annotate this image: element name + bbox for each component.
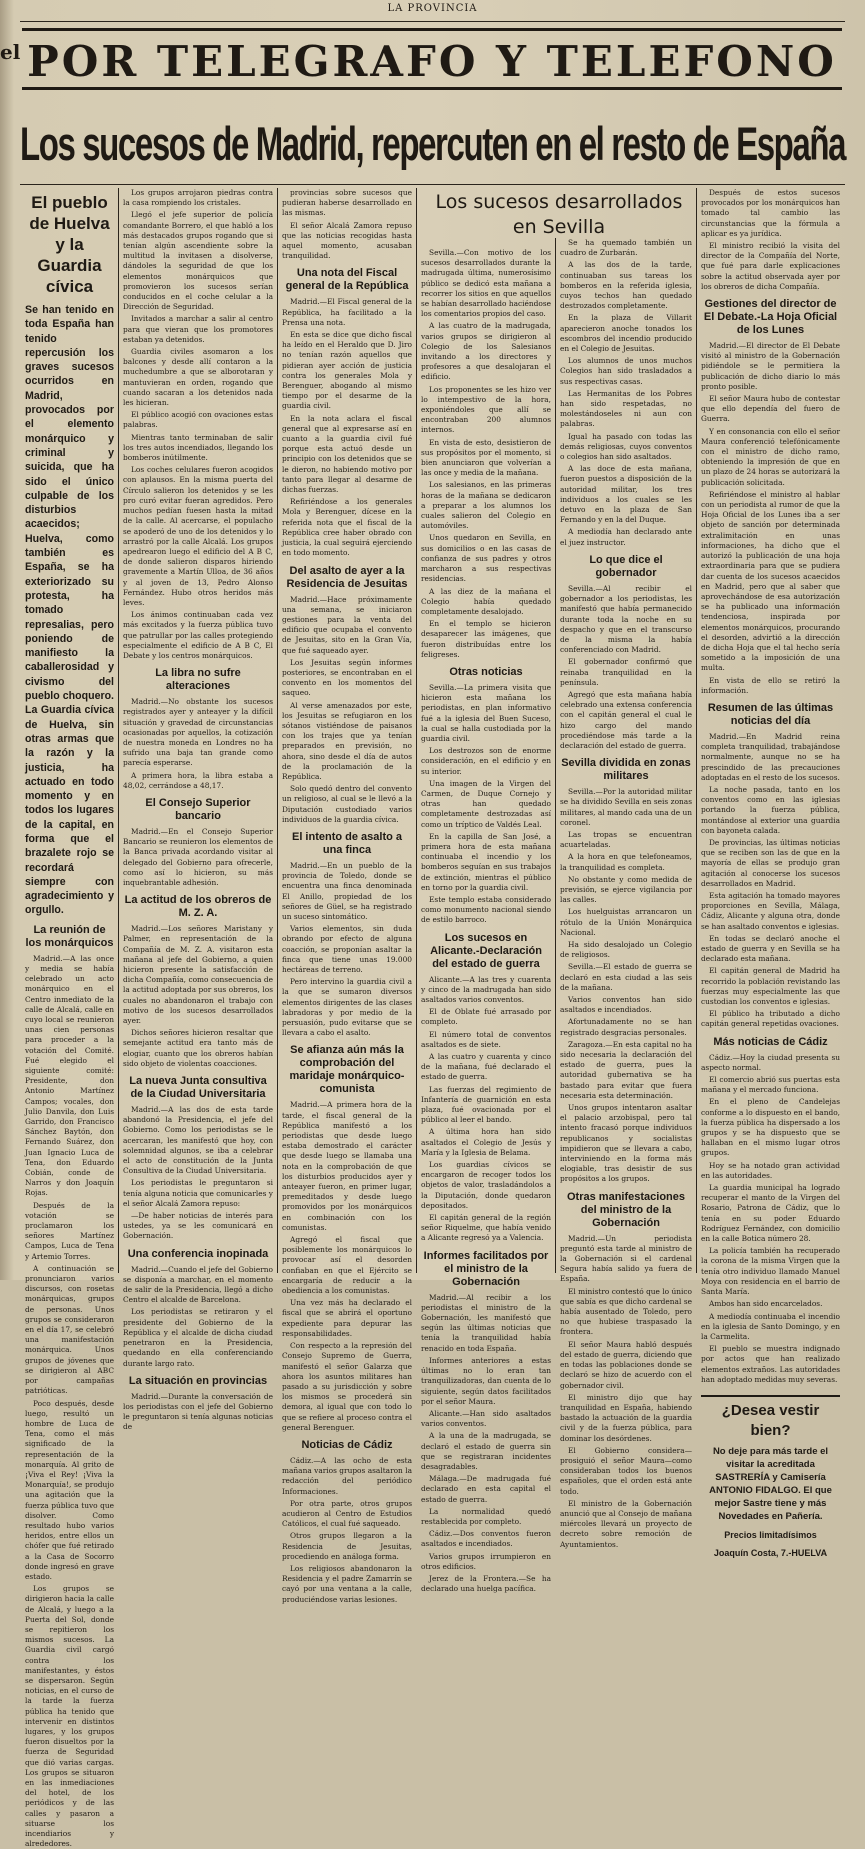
paragraph: Afortunadamente no se han registrado desgracias personales. — [560, 1017, 692, 1037]
paragraph: La policía también ha recuperado la corona de la misma Virgen que la tenía otro individuo llamado Manuel Moya con residencia en el barrio de Santa María. — [701, 1246, 840, 1297]
paragraph: Llegó el jefe superior de policía comandante Borrero, el que habló a los más destacados grupos rogando que si tenían algún ascendiente sobre la multitud la invitasen a disolverse, dándoles la seguridad de que los elementos monárquicos que promovieron los sucesos serían conducidos en el coche celular a la Dirección de Seguridad. — [123, 210, 273, 312]
subhead-inopinada: Una conferencia inopinada — [127, 1247, 269, 1260]
column-rule — [416, 188, 417, 1273]
paragraph: A última hora han sido asaltados el Colegio de Jesús y María y la Iglesia de Belama. — [421, 1127, 551, 1157]
subhead-consejo: El Consejo Superior bancario — [145, 796, 251, 822]
paragraph: Los religiosos abandonaron la Residencia y el padre Zamarrín se cayó por una ventana a la calle, produciéndose varias lesiones. — [282, 1563, 412, 1604]
paragraph: Otros grupos llegaron a la Residencia de Jesuitas, procediendo en análoga forma. — [282, 1531, 412, 1561]
subhead-zonas: Sevilla dividida en zonas militares — [561, 757, 691, 783]
paragraph: A continuación se pronunciaron varios discursos, con rosetas monárquicas, grupos de personas. Unos grupos se consideraron en el día 17, se celebró una manifestación monárquica. Unos grupos de jóvenes que se dirigieron al ABC por campañas patrióticas. — [25, 1263, 114, 1396]
paragraph: De provincias, las últimas noticias que se reciben son las de que en la mayoría de ellas se produjo gran agitación al conocerse los sucesos desarrollados en Madrid. — [701, 837, 840, 888]
paragraph: Hoy se ha notado gran actividad en las autoridades. — [701, 1160, 840, 1180]
paragraph: Madrid.—En un pueblo de la provincia de Toledo, donde se encuentra una finca denominada El Anillo, propiedad de los señores de Güel, se ha registrado un suceso sintomático. — [282, 860, 412, 921]
paragraph: En el templo se hicieron desaparecer las imágenes, que fueron distribuídas entre los feligreses. — [421, 619, 551, 659]
banner-headline: Los sucesos de Madrid, repercuten en el resto de España — [20, 117, 846, 170]
paragraph: Sevilla.—El estado de guerra se declaró en esta ciudad a las seis de la mañana. — [560, 962, 692, 992]
paragraph: A las dos de la tarde, continuaban sus tareas los bomberos en la referida iglesia, cuyos techos han quedado destrozados completamente. — [560, 260, 692, 311]
paragraph: El Gobierno considera—prosiguió el señor Maura—como consideraban todos los buenos españoles, que el orden está ante todo. — [560, 1445, 692, 1496]
paragraph: Madrid.—Un periodista preguntó esta tarde al ministro de la Gobernación si el cardenal Segura había salido ya fuera de España. — [560, 1233, 692, 1284]
paragraph: Madrid.—No obstante los sucesos registrados ayer y anteayer y la difícil situación y gravedad de circunstancias ocasionadas por aquellos, la cotización de nuestra moneda en Londres no ha sufrido una baja tan grande como parecía esperarse. — [123, 697, 273, 768]
left-edge-fragment: el — [0, 40, 21, 64]
paragraph: La normalidad quedó restablecida por completo. — [421, 1506, 551, 1526]
paragraph: No obstante y como medida de previsión, se ejerce vigilancia por las calles. — [560, 874, 692, 905]
paragraph: En vista de ello se retiró la información. — [701, 675, 840, 695]
paragraph: Madrid.—Los señores Maristany y Palmer, en representación de la Compañía de M. Z. A. visitaron esta mañana al jefe del Gobierno, a quien hicieron presente la satisfacción de dicha Compañía, como consecuencia de la actitud adoptada por sus obreros, los cuales no abandonaron el trabajo con motivo de los sucesos desarrollados ayer. — [123, 924, 273, 1026]
paragraph: Los guardias cívicos se encargaron de recoger todos los objetos de valor, trasladándolos a la Diputación, donde quedaron depositados. — [421, 1160, 551, 1210]
paragraph: Los salesianos, en las primeras horas de la mañana se dedicaron a preparar a los alumnos los cuales salieron del Colegio en automóviles. — [421, 480, 551, 531]
paragraph: Los Jesuitas según informes posteriores, se encontraban en el convento en los momentos del saqueo. — [282, 657, 412, 698]
paragraph: Ambos han sido encarcelados. — [709, 1299, 823, 1309]
paragraph: Madrid.—A primera hora de la tarde, el fiscal general de la República manifestó a los periodistas que desde luego estaba demostrado el carácter que desde luego se llamaba una nota en la comprobación de que los disturbios producidos ayer y anteayer fueron, en primer lugar, premeditados y desde luego promovidos por los monárquicos en combinación con los comunistas. — [282, 1100, 412, 1232]
subhead-informes: Informes facilitados por el ministro de la Gobernación — [423, 1249, 549, 1288]
paragraph: Varios conventos han sido asaltados e incendiados. — [560, 995, 692, 1015]
subhead-otras-noticias: Otras noticias — [449, 665, 523, 678]
paragraph: El señor Maura hubo de contestar que ello dependía del fuero de Guerra. — [701, 394, 840, 424]
paragraph: A las cuatro de la madrugada, varios grupos se dirigieron al Colegio de los Salesianos invitando a los directores y profesores a que desalojaran el edificio. — [421, 321, 551, 382]
headline-huelva: El pueblo de Huelva y la Guardia cívica — [29, 193, 110, 296]
paragraph: Cádiz.—Dos conventos fueron asaltados e incendiados. — [421, 1529, 551, 1549]
paragraph: Dichos señores hicieron resaltar que semejante actitud era tanto más de elogiar, cuanto que los obreros habían sido objeto de violentas coacciones. — [123, 1028, 273, 1068]
paragraph: Madrid.—Al recibir a los periodistas el ministro de la Gobernación, les manifestó que según las últimas noticias que tenía la tranquilidad había renacido en toda España. — [421, 1292, 551, 1353]
paragraph: En la capilla de San José, a primera hora de esta mañana continuaba el incendio y los bomberos seguían en sus trabajos de extinción, mientras el público en torno por la guardia civil. — [421, 831, 551, 892]
paragraph: A las doce de esta mañana, fueron puestos a disposición de la autoridad militar, los tres individuos a los cuales se les detuvo en la plaza de San Fernando y en la del Duque. — [560, 464, 692, 525]
paragraph: Madrid.—Durante la conversación de los periodistas con el jefe del Gobierno le preguntaron si tenía algunas noticias de — [123, 1391, 273, 1432]
paragraph: El de Oblate fué arrasado por completo. — [421, 1007, 551, 1027]
banner-rule — [20, 184, 845, 185]
paragraph: Alicante.—Han sido asaltados varios conventos. — [421, 1408, 551, 1429]
paragraph: Unos grupos intentaron asaltar el palacio arzobispal, pero tal intento fracasó porque individuos republicanos y socialistas impidieron que se llevara a cabo, interviniendo en la forma más elogiable, tras desistir de sus propósitos a los grupos. — [560, 1103, 692, 1184]
paragraph: Pero intervino la guardia civil a la que se sumaron diversos elementos dirigentes de las clases labradoras y por medio de la persuasión, pudo evitarse que se llevara a cabo el asalto. — [282, 977, 412, 1038]
paragraph: En todas se declaró anoche el estado de guerra y en Sevilla se ha declarado esta mañana. — [701, 933, 840, 964]
subhead-alicante: Los sucesos en Alicante.-Declaración del estado de guerra — [430, 931, 542, 970]
paragraph: Este templo estaba considerado como monumento nacional siendo de estilo barroco. — [421, 894, 551, 925]
paragraph: El señor Maura habló después del estado de guerra, diciendo que en todas las poblaciones donde se declaró se hizo de acuerdo con el gobernador civil. — [560, 1339, 692, 1390]
subhead-finca: El intento de asalto a una finca — [291, 830, 403, 856]
paragraph: Mientras tanto terminaban de salir los tres autos incendiados, llegando los bomberos inútilmente. — [123, 432, 273, 463]
paragraph: Agregó que esta mañana había celebrado una extensa conferencia con el capitán general el cual le hizo cargo del mando procediéndose más tarde a la declaración del estado de guerra. — [560, 689, 692, 750]
paragraph: Igual ha pasado con todas las demás religiosas, cuyos conventos o colegios han sido asaltados. — [560, 431, 692, 462]
paragraph: Los periodistas le preguntaron si tenía alguna noticia que comunicarles y el señor Alcalá Zamora repuso: — [123, 1178, 273, 1208]
paragraph: Los ánimos continuaban cada vez más excitados y la fuerza pública tuvo que patrullar por las calles protegiendo especialmente el edificio de A B C, El Debate y los centros monárquicos. — [123, 610, 273, 660]
paragraph: Varios elementos, sin duda obrando por efecto de alguna coacción, se proponían asaltar la finca que tiene unas 19.000 hectáreas de terreno. — [282, 924, 412, 974]
paragraph: Cádiz.—A las ocho de esta mañana varios grupos asaltaron la redacción del periódico Informaciones. — [282, 1455, 412, 1496]
column-rule — [118, 188, 119, 1273]
paragraph: En la plaza de Villarit aparecieron anoche tonados los escombros del incendio producido en el Colegio de Jesuitas. — [560, 313, 692, 354]
paragraph: Los proponentes se les hizo ver lo intempestivo de la hora, exponiéndoles que allí se encontraban 200 alumnos internos. — [421, 384, 551, 435]
paragraph: El pueblo se muestra indignado por actos que han realizado elementos extraños. Las autoridades han adoptado medidas muy severas. — [701, 1344, 840, 1384]
paragraph: A mediodía han declarado ante el juez instructor. — [560, 527, 692, 547]
paragraph: Sevilla.—Al recibir el gobernador a los periodistas, les manifestó que había permanecido durante toda la noche en su despacho y que en el transcurso de la misma la había conferenciado con Madrid. — [560, 583, 692, 655]
paragraph: En esta se dice que dicho fiscal ha leído en el Heraldo que D. Jiro no tenían razón aquellos que pidieran ayer acción de justicia contra los generales Mola y Berenguer, abogando al mismo tiempo por el desarme de la guardia civil. — [282, 330, 412, 411]
paragraph: Invitados a marchar a salir al centro para que vieran que los promotores estaban ya detenidos. — [123, 314, 273, 344]
column-3 — [279, 188, 415, 1604]
paragraph: Zaragoza.—En esta capital no ha sido necesaria la declaración del estado de guerra, pues la autoridad gubernativa se ha bastado para evitar que fuera necesaria esta determinación. — [560, 1039, 692, 1100]
paragraph: Las tropas se encuentran acuarteladas. — [560, 829, 692, 850]
subhead-debate: Gestiones del director de El Debate.-La Hoja Oficial de los Lunes — [703, 298, 838, 337]
paragraph: El público acogió con ovaciones estas palabras. — [123, 410, 273, 430]
subhead-obreros: La actitud de los obreros de M. Z. A. — [124, 894, 272, 920]
paragraph: Madrid.—Hace próximamente una semana, se iniciaron gestiones para la venta del edificio que ocupaba el convento de Jesuitas, sito en la Gran Vía, que fué saqueado ayer. — [282, 594, 412, 655]
paragraph: Los grupos se dirigieron hacia la calle de Alcalá, y luego a la Puerta del Sol, donde se repitieron los mismos sucesos. La Guardia civil cargó contra los manifestantes, y éstos se dispersaron. Según noticias, en el curso de la tarde la fuerza pública ha tenido que intervenir en distintos lugares, y los grupos fueron disueltos por la fuerza de Seguridad que dió varias cargas. Los grupos se situaron en las inmediaciones del hotel, de los periódicos y de las calles y pasaron a situarse los incendiarios y alrededores. — [25, 1584, 114, 1849]
subhead-cadiz: Noticias de Cádiz — [301, 1438, 393, 1451]
paragraph: A las cuatro y cuarenta y cinco de la mañana, fué declarado el estado de guerra. — [421, 1052, 551, 1082]
paragraph: Una vez más ha declarado el fiscal que se abrirá el oportuno expediente para depurar las responsabilidades. — [282, 1298, 412, 1338]
paragraph: La noche pasada, tanto en los conventos como en las iglesias portando la fuerza pública, montándose al exterior una guardia con bayoneta calada. — [701, 784, 840, 835]
paragraph: El público ha tributado a dicho capitán general repetidas ovaciones. — [701, 1009, 840, 1029]
paragraph: El ministro recibió la visita del director de la Compañía del Norte, que fué para darle explicaciones sobre la actitud observada ayer por los obreros de dicha Compañía. — [701, 241, 840, 291]
column-6 — [698, 188, 843, 1558]
subhead-maridaje: Se afianza aún más la comprobación del maridaje monárquico-comunista — [289, 1044, 405, 1096]
column-1 — [22, 188, 117, 1849]
subhead-otras-manifestaciones: Otras manifestaciones del ministro de la Gobernación — [567, 1190, 685, 1229]
paragraph: Sevilla.—La primera visita que hicieron esta mañana los periodistas, en plan informativo fué a la iglesia del Buen Suceso, la cual se halla custodiada por la guardia civil. — [421, 682, 551, 743]
paragraph: Esta agitación ha tomado mayores proporciones en Sevilla, Málaga, Cádiz, Alicante y alguna otra, donde se han asaltado conventos e iglesias. — [701, 890, 840, 931]
column-5 — [557, 238, 695, 1549]
paragraph: En vista de esto, desistieron de sus propósitos por el momento, si bien anunciaron que volverían a las once y media de la mañana. — [421, 437, 551, 478]
paragraph: La guardia municipal ha logrado recuperar el manto de la Virgen del Rosario, Patrona de Cádiz, que lo tenía en su poder Eduardo Rodríguez Fernández, con domicilio en la calle Botica número 28. — [701, 1183, 840, 1244]
paragraph: A la una de la madrugada, se declaró el estado de guerra sin que se registraran incidentes desagradables. — [421, 1431, 551, 1471]
paragraph: Málaga.—De madrugada fué declarado en esta capital el estado de guerra. — [421, 1474, 551, 1504]
advertisement — [701, 1395, 840, 1559]
paragraph: Las fuerzas del regimiento de Infantería de guarnición en esta plaza, fué ovacionada por el público al leer el bando. — [421, 1084, 551, 1125]
paragraph: Madrid.—Cuando el jefe del Gobierno se disponía a marchar, en el momento de salir de la Presidencia, llegó a dicho Centro el alcalde de Barcelona. — [123, 1264, 273, 1305]
subhead-libra: La libra no sufre alteraciones — [155, 667, 241, 693]
subhead-provincias: La situación en provincias — [128, 1374, 268, 1387]
paragraph: A la hora en que telefoneamos, la tranquilidad es completa. — [560, 852, 692, 872]
subhead-cadiz-2: Más noticias de Cádiz — [713, 1035, 828, 1048]
paragraph: Y en consonancia con ello el señor Maura conferenció telefónicamente con el ministro de dicho ramo, obteniendo la impresión de que en un plazo de 24 horas se autorizará la publicación solicitada. — [701, 426, 840, 487]
paragraph: Al verse amenazados por este, los Jesuitas se refugiaron en los sótanos vistiéndose de paisanos con los trajes que ya tenían preparados en previsión, no ahora, sino desde el día de autos de la proclamación de la República. — [282, 700, 412, 781]
subhead-resumen: Resumen de las últimas noticias del día — [707, 701, 834, 727]
subhead-gobernador: Lo que dice el gobernador — [589, 553, 663, 579]
masthead — [20, 0, 845, 22]
paragraph: El capitán general de la región señor Riquelme, que había venido a Alicante regresó ya a Valencia. — [421, 1213, 551, 1243]
paragraph: Varios grupos irrumpieron en otros edificios. — [421, 1551, 551, 1571]
paragraph: provincias sobre sucesos que pudieran haberse desarrollado en las mismas. — [282, 188, 412, 218]
paragraph: El número total de conventos asaltados es de siete. — [421, 1029, 551, 1049]
paragraph: —De haber noticias de interés para ustedes, ya se les comunicará en Gobernación. — [123, 1211, 273, 1241]
paragraph: Cádiz.—Hoy la ciudad presenta su aspecto normal. — [701, 1052, 840, 1072]
ad-address: Joaquín Costa, 7.-HUELVA — [713, 1547, 828, 1558]
paragraph: Los coches celulares fueron acogidos con aplausos. En la misma puerta del Círculo salieron los detenidos y se les pro curó evitar fueran agredidos. Pero muchos pedían fuesen hasta la mitad de la calle. Al acercarse, el populacho se apoderó de uno de los detenidos y lo arrastró por la calle Alcalá. Los grupos apedrearon luego el edificio del A B C, de donde salieron disparos hiriendo gravemente a Martín Ulloa, de 36 años y al joven de 13, Pedro Alonso Fernández. Hubo otros heridos más leves. — [123, 465, 273, 607]
paragraph: A primera hora, la libra estaba a 48,02, cerrándose a 48,17. — [123, 770, 273, 790]
paragraph: Los huelguistas arrancaron un rótulo de la Unión Monárquica Nacional. — [560, 907, 692, 937]
headline-sevilla: Los sucesos desarrollados en Sevilla — [435, 191, 683, 238]
paragraph: Agregó el fiscal que posiblemente los monárquicos lo provocar así el desorden confiaban en que el Ejército se encargaría de reducir a la obediencia a los comunistas. — [282, 1235, 412, 1296]
subhead-jesuitas: Del asalto de ayer a la Residencia de Jesuitas — [286, 564, 408, 590]
paragraph: Después de la votación se proclamaron los señores Martínez Campos, Luca de Tena y Artemio Torres. — [25, 1200, 114, 1261]
paragraph: El gobernador confirmó que reinaba tranquilidad en la península. — [560, 657, 692, 687]
paragraph: Sevilla.—Con motivo de los sucesos desarrollados durante la madrugada última, numerosísimo público se dedicó esta mañana a recorrer los sitios en que aquellos se habían desarrollado haciéndose los comentarios propios del caso. — [421, 248, 551, 319]
paragraph: Las Hermanitas de los Pobres han sido respetadas, no molestándoseles ni aun con palabras. — [560, 388, 692, 429]
paragraph: Guardia civiles asomaron a los balcones y desde allí contaron a la muchedumbre a que se alborotaran y mantuvieran en orden, rogando que cuando sacaran a los detenidos nada les hicieran. — [123, 347, 273, 408]
paragraph: Unos quedaron en Sevilla, en sus domicilios o en las casas de confianza de sus padres y otros marcharon a sus respectivas residencias. — [421, 533, 551, 584]
paragraph: Sevilla.—Por la autoridad militar se ha dividido Sevilla en seis zonas militares, al mando cada una de un coronel. — [560, 787, 692, 827]
paragraph: Ha sido desalojado un Colegio de religiosos. — [560, 939, 692, 960]
paragraph: Refiriéndose el ministro al hablar con un periodista al rumor de que la Hoja Oficial de los Lunes iba a ser objeto de sanción por determinada extralimitación en unas informaciones, ha dicho que el autorizó la publicación de una hoja extraordinaria para que se pudiera dar cuenta de los sucesos acaecidos en Madrid, pero que al saber que aprovechándose de esa autorización se ha publicado una información tendenciosa, inspirada por elementos monárquicos, procurando el desorden, advirtió a la dirección de dicha Hoja que el tal hecho sería sometido a la imposición de una multa. — [701, 489, 840, 673]
paragraph: Los grupos arrojaron piedras contra la casa rompiendo los cristales. — [123, 188, 273, 208]
column-rule — [555, 238, 556, 1273]
lead-paragraph: Se han tenido en toda España han tenido repercusión los graves sucesos ocurridos en Madrid, provocados por el elemento monárquico y criminal y suicida, que ha sido el único culpable de los disturbios acaecidos; Huelva, como también es España, se ha exteriorizado su protesta, ha tomado represalias, pero poniendo de manifiesto la caballerosidad y civismo del pueblo choquero. La Guardia cívica de Huelva, sin otras armas que la razón y la justicia, ha actuado en todo momento y en todos los lugares de la capital, en forma que el brazalete rojo se recordará siempre con agradecimiento y orgullo. — [25, 304, 114, 917]
paragraph: El comercio abrió sus puertas esta mañana y el mercado funciona. — [701, 1075, 840, 1095]
paragraph: El ministro contestó que lo único que sabía es que dicho cardenal se había ausentado de Toledo, pero no que hubiese traspasado la frontera. — [560, 1286, 692, 1337]
subhead-consulta: La nueva Junta consultiva de la Ciudad Universitaria — [129, 1075, 267, 1101]
paragraph: Madrid.—A las dos de esta tarde abandonó la Presidencia, el jefe del Gobierno. Como los periodistas se le acercaran, les manifestó que hoy, con solemnidad algunos, se iba a celebrar el acto de constitución de la Junta Consultiva de la Ciudad Universitaria. — [123, 1105, 273, 1176]
paragraph: El señor Alcalá Zamora repuso que las noticias recogidas hasta aquel momento, acusaban tranquilidad. — [282, 220, 412, 261]
paragraph: Los destrozos son de enorme consideración, en el edificio y en su interior. — [421, 746, 551, 776]
paragraph: Una imagen de la Virgen del Carmen, de Duque Cornejo y otras han quedado completamente destrozadas así como un tríptico de Valdés Leal. — [421, 778, 551, 829]
masthead-title: LA PROVINCIA — [387, 3, 478, 14]
section-heading: POR TELEGRAFO Y TELEFONO — [22, 28, 842, 90]
column-rule — [277, 188, 278, 1273]
paragraph: Por otra parte, otros grupos acudieron al Centro de Estudios Católicos, el cual fué saqueado. — [282, 1498, 412, 1529]
paragraph: Madrid.—El Fiscal general de la República, ha facilitado a la Prensa una nota. — [282, 297, 412, 327]
paragraph: Los periodistas se retiraron y el presidente del Gobierno de la República y el alcalde de dicha ciudad penetraron en la Presidencia, quedando en ella conferenciando durante largo rato. — [123, 1307, 273, 1368]
paragraph: Alicante.—A las tres y cuarenta y cinco de la madrugada han sido asaltados varios conventos. — [421, 974, 551, 1004]
column-rule — [696, 188, 697, 1273]
paragraph: Madrid.—El director de El Debate visitó al ministro de la Gobernación pidiéndole se le permitiera la publicación de dicho diario lo más pronto posible. — [701, 341, 840, 391]
paragraph: En el pleno de Candelejas conforme a lo dispuesto en el bando, la fuerza pública ha dispersado a los grupos y se ha dispuesto que se hallaban en el mismo lugar otros grupos. — [701, 1097, 840, 1158]
paragraph: Madrid.—En Madrid reina completa tranquilidad, trabajándose normalmente, aunque no se ha prescindido de las precauciones adoptadas en el resto de los sucesos. — [701, 731, 840, 782]
paragraph: Poco después, desde luego, resultó un hombre de Luca de Tena, como el más significado de la representación de la monarquía. Al grito de ¡Viva el Rey! ¡Viva la Monarquía!, se produjo una agitación que la fuerza pública tuvo que disolver. Como resultado hubo varios heridos, entre ellos un chófer que fué retirado a la Casa de Socorro donde ingresó en grave estado. — [25, 1398, 114, 1581]
paragraph: Madrid.—En el Consejo Superior Bancario se reunieron los elementos de la Banca privada acordando visitar al delegado del Gobierno para ofrecerle, como así lo hicieron, su más inquebrantable adhesión. — [123, 826, 273, 887]
paragraph: El capitán general de Madrid ha recorrido la población revistando las fuerzas muy especialmente las que custodian los conventos e iglesias. — [701, 966, 840, 1007]
ad-prices: Precios limitadísimos — [724, 1529, 817, 1540]
subhead-fiscal: Una nota del Fiscal general de la República — [285, 267, 409, 293]
paragraph: A las diez de la mañana el Colegio había quedado completamente desalojado. — [421, 586, 551, 616]
paragraph: Solo quedó dentro del convento un religioso, al cual se le llevó a la Diputación custodiado varios individuos de la guardia cívica. — [282, 784, 412, 824]
paragraph: Se ha quemado también un cuadro de Zurbarán. — [560, 238, 692, 258]
ad-body: No deje para más tarde el visitar la acreditada SASTRERÍA y Camisería ANTONIO FIDALGO. El que mejor Sastre tiene y más Novedades en Pañería. — [709, 1445, 832, 1522]
paragraph: Los alumnos de unos muchos Colegios han sido trasladados a sus respectivas casas. — [560, 356, 692, 386]
paragraph: Madrid.—A las once y media se había celebrado un acto monárquico en el Centro inmediato de la calle de Alcalá, calle en cuyo local se reunieron unas cien personas para proceder a la votación del Comité. Fué elegido el siguiente comité: Presidente, don Antonio Martínez Campos; vocales, don Julio Danvila, don Luis Garrido, don Francisco Sánchez Baytón, don Fernando Suárez, don Juan Ignacio Luca de Tena, don Eduardo Cobián, conde de Narros y don Joaquín Rojas. — [25, 953, 114, 1198]
paragraph: Refiriéndose a los generales Mola y Berenguer, dícese en la referida nota que el fiscal de la República cree haber obrado con justicia, la cual seguirá ejerciendo en todo momento. — [282, 497, 412, 558]
paragraph: Con respecto a la represión del Consejo Supremo de Guerra, manifestó el señor Galarza que ahora los asuntos militares han pasado a su jurisdicción y sobre los mismos se procederá sin demora, al igual que con todo lo que se refiere al proceso contra el general Berenguer. — [282, 1341, 412, 1432]
paragraph: El ministro de la Gobernación anunció que al Consejo de mañana miércoles llevará un proyecto de decreto sobre remoción de Ayuntamientos. — [560, 1498, 692, 1549]
paragraph: El ministro dijo que hay tranquilidad en España, habiendo bastado la actuación de la guardia civil y de la fuerza pública, para dominar los desórdenes. — [560, 1392, 692, 1443]
column-2 — [120, 188, 276, 1432]
paragraph: Jerez de la Frontera.—Se ha declarado una huelga pacífica. — [421, 1573, 551, 1594]
paragraph: En la nota aclara el fiscal general que al expresarse así en cuanto a la guardia civil fué porque esta actuó desde un principio con los detenidos que se le dieron, no habiendo motivo por tanto para llegar al desarme de dichas fuerzas. — [282, 413, 412, 495]
paragraph: Informes anteriores a estas últimas no lo eran tan tranquilizadoras, dan cuenta de lo siguiente, según datos facilitados por el señor Maura. — [421, 1355, 551, 1406]
ad-title: ¿Desea vestir bien? — [721, 1401, 820, 1439]
subhead-reunion: La reunión de los monárquicos — [25, 923, 114, 949]
paragraph: Después de estos sucesos provocados por los monárquicos han tomado tal cambio las circunstancias que la fórmula a aplicar es ya jurídica. — [701, 188, 840, 238]
paragraph: A mediodía continuaba el incendio en la iglesia de Santo Domingo, y en la Carmelita. — [701, 1311, 840, 1341]
